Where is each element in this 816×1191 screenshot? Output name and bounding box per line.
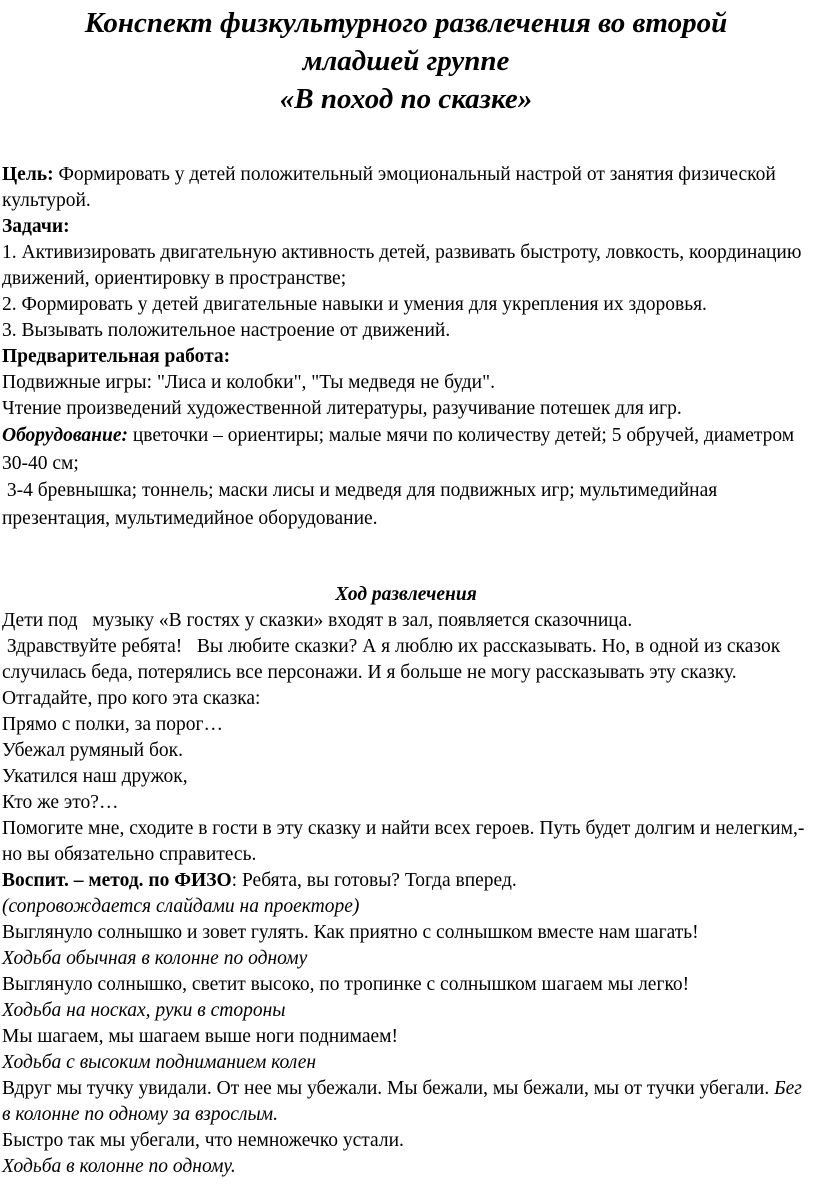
coach-label: Воспит. – метод. по ФИЗО	[2, 870, 232, 891]
equipment-label: Оборудование:	[2, 425, 128, 446]
sun-line-1: Выглянуло солнышко и зовет гулять. Как приятно с солнышком вместе нам шагать!	[2, 922, 699, 943]
tired-line: Быстро так мы убегали, что немножечко устали.	[2, 1130, 404, 1151]
equipment-paragraph-2: 3-4 бревнышка; тоннель; маски лисы и медведя для подвижных игр; мультимедийная презентация, мультимедийное оборудование.	[2, 480, 723, 529]
sun-line-2: Выглянуло солнышко, светит высоко, по тропинке с солнышком шагаем мы легко!	[2, 974, 690, 995]
equipment-text: цветочки – ориентиры; малые мячи по количеству детей; 5 обручей, диаметром 30-40 см;	[2, 425, 799, 474]
greeting-paragraph: Здравствуйте ребята! Вы любите сказки? А я люблю их рассказывать. Но, в одной из сказок случилась беда, потерялись все персонажи. И я больше не могу рассказывать эту сказку. Отгадайте, про кого эта сказка:	[2, 636, 786, 709]
riddle-line: Укатился наш дружок,	[2, 766, 188, 787]
cloud-paragraph	[2, 1076, 810, 1128]
equipment-paragraph	[2, 422, 810, 477]
preliminary-line: Чтение произведений художественной литературы, разучивание потешек для игр.	[2, 398, 682, 419]
cloud-text: Вдруг мы тучку увидали. От нее мы убежали. Мы бежали, мы бежали, мы от тучки убегали.	[2, 1078, 775, 1099]
riddle-line: Кто же это?…	[2, 792, 119, 813]
goal-label: Цель:	[2, 164, 54, 185]
title-line-1: Конспект физкультурного развлечения во второй	[84, 7, 728, 39]
goal-text: Формировать у детей положительный эмоциональный настрой от занятия физической культурой.	[2, 164, 781, 211]
step-line: Мы шагаем, мы шагаем выше ноги поднимаем!	[2, 1026, 399, 1047]
progress-heading: Ход развлечения	[335, 584, 477, 605]
title-line-3: «В поход по сказке»	[279, 83, 533, 115]
riddle-line: Убежал румяный бок.	[2, 740, 183, 761]
task-item: 3. Вызывать положительное настроение от движений.	[2, 320, 451, 341]
document-title	[2, 0, 810, 118]
walk-note-1: Ходьба обычная в колонне по одному	[2, 948, 308, 969]
preliminary-line: Подвижные игры: "Лиса и колобки", "Ты медведя не буди".	[2, 372, 495, 393]
walk-note-4: Ходьба в колонне по одному.	[2, 1156, 236, 1177]
walk-note-3: Ходьба с высоким подниманием колен	[2, 1052, 317, 1073]
slides-note: (сопровождается слайдами на проекторе)	[2, 896, 360, 917]
coach-line	[2, 868, 810, 894]
title-line-2: младшей группе	[302, 45, 510, 77]
help-paragraph: Помогите мне, сходите в гости в эту сказку и найти всех героев. Путь будет долгим и нелегким,- но вы обязательно справитесь.	[2, 818, 810, 865]
walk-note-2: Ходьба на носках, руки в стороны	[2, 1000, 286, 1021]
riddle-line: Прямо с полки, за порог…	[2, 714, 224, 735]
task-item: 2. Формировать у детей двигательные навыки и умения для укрепления их здоровья.	[2, 294, 707, 315]
preliminary-heading: Предварительная работа:	[2, 346, 231, 367]
run-note: Бег в колонне по одному за взрослым.	[2, 1078, 807, 1125]
task-item: 1. Активизировать двигательную активность детей, развивать быстроту, ловкость, координацию движений, ориентировку в пространстве;	[2, 242, 807, 289]
goal-paragraph	[2, 162, 810, 214]
coach-text: : Ребята, вы готовы? Тогда вперед.	[231, 870, 517, 891]
intro-line: Дети под музыку «В гостях у сказки» входят в зал, появляется сказочница.	[2, 610, 633, 631]
tasks-heading: Задачи:	[2, 216, 70, 237]
